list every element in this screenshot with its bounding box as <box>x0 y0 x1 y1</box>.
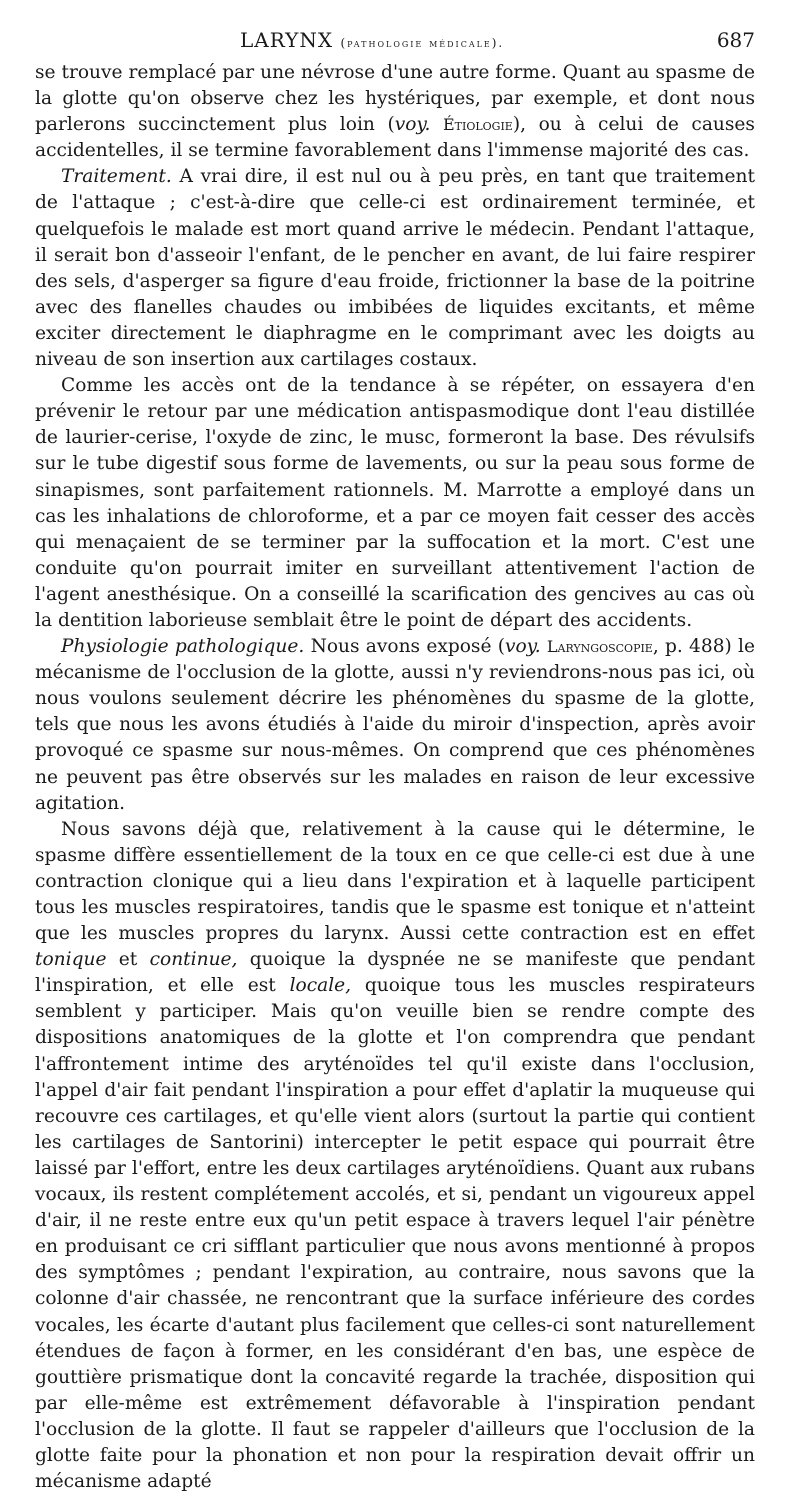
cross-reference: Laryngoscopie <box>546 637 653 657</box>
section-lead: Physiologie pathologique. <box>61 636 305 658</box>
paragraph-3: Comme les accès ont de la tendance à se répéter, on essayera d'en prévenir le retour par une médication antispasmodique dont l'eau distillée de laurier-cerise, l'oxyde de zinc, le musc, formeront la base. Des révulsifs sur le tube digestif sous forme de lavements, ou sur la peau sous forme de sinapismes, sont parfaitement rationnels. M. Marrotte a employé dans un cas les inhalations de chloroforme, et a par ce moyen fait cesser des accès qui menaçaient de se terminer par la suffocation et la mort. C'est une conduite qu'on pourrait imiter en surveillant attentivement l'action de l'agent anesthésique. On a conseillé la scarification des gencives au cas où la dentition laborieuse semblait être le point de départ des accidents. <box>35 375 755 631</box>
running-title-sub: (pathologie médicale). <box>340 36 505 50</box>
paragraph-5: Nous savons déjà que, relativement à la cause qui le détermine, le spasme diffère essentiellement de la toux en ce que celle-ci est due à une contraction clonique qui a lieu dans l'expiration et à laquelle participent tous les muscles respiratoires, tandis que le spasme est tonique et n'atteint que les muscles propres du larynx. Aussi cette contraction est en effet tonique et continue, quoique la dyspnée ne se manifeste que pendant l'inspiration, et elle est locale, quoique tous les muscles respirateurs semblent y participer. Mais qu'on veuille bien se rendre compte des dispositions anatomiques de la glotte et l'on comprendra que pendant l'affrontement intime des aryténoïdes tel qu'il existe dans l'occlusion, l'appel d'air fait pendant l'inspiration a pour effet d'aplatir la muqueuse qui recouvre ces cartilages, et qu'elle vient alors (surtout la partie qui contient les cartilages de Santorini) intercepter le petit espace qui pourrait être laissé par l'effort, entre les deux cartilages aryténoïdiens. Quant aux rubans vocaux, ils restent complétement accolés, et si, pendant un vigoureux appel d'air, il ne reste entre eux qu'un petit espace à travers lequel l'air pénètre en produisant ce cri sifflant particulier que nous avons mentionné à propos des symptômes ; pendant l'expiration, au contraire, nous savons que la colonne d'air chassée, ne rencontrant que la surface inférieure des cordes vocales, les écarte d'autant plus facilement que celles-ci sont naturellement étendues de façon à former, en les considérant d'en bas, une espèce de gouttière prismatique dont la concavité regarde la trachée, disposition qui par elle-même est extrêmement défavorable à l'inspiration pendant l'occlusion de la glotte. Il faut se rappeler d'ailleurs que l'occlusion de la glotte faite pour la phonation et non pour la respiration devait offrir un mécanisme adapté <box>35 818 755 1493</box>
paragraph-1: se trouve remplacé par une névrose d'une autre forme. Quant au spasme de la glotte qu'on observe chez les hystériques, par exemple, et dont nous parlerons succinctement plus loin (voy. Étiologie), ou à celui de causes accidentelles, il se termine favorablement dans l'immense majorité des cas. <box>35 62 755 162</box>
paragraph-4: Physiologie pathologique. Nous avons exposé (voy. Laryngoscopie, p. 488) le mécanisme de l'occlusion de la glotte, aussi n'y reviendrons-nous pas ici, où nous voulons seulement décrire les phénomènes du spasme de la glotte, tels que nous les avons étudiés à l'aide du miroir d'inspection, après avoir provoqué ce spasme sur nous-mêmes. On comprend que ces phénomènes ne peuvent pas être observés sur les malades en raison de leur excessive agitation. <box>35 636 755 814</box>
paragraph-2: Traitement. A vrai dire, il est nul ou à peu près, en tant que traitement de l'attaque ; c'est-à-dire que celle-ci est ordinairement terminée, et quelquefois le malade est mort quand arrive le médecin. Pendant l'attaque, il serait bon d'asseoir l'enfant, de le pencher en avant, de lui faire respirer des sels, d'asperger sa figure d'eau froide, frictionner la base de la poitrine avec des flanelles chaudes ou imbibées de liquides excitants, et même exciter directement le diaphragme en le comprimant avec les doigts au niveau de son insertion aux cartilages costaux. <box>35 166 755 371</box>
section-lead: Traitement. <box>61 166 172 188</box>
body-text <box>35 60 755 1495</box>
cross-reference: Étiologie <box>442 115 513 135</box>
running-header <box>35 28 755 60</box>
running-title <box>240 28 504 52</box>
running-title-main: LARYNX <box>240 28 334 52</box>
page-number: 687 <box>716 28 755 52</box>
